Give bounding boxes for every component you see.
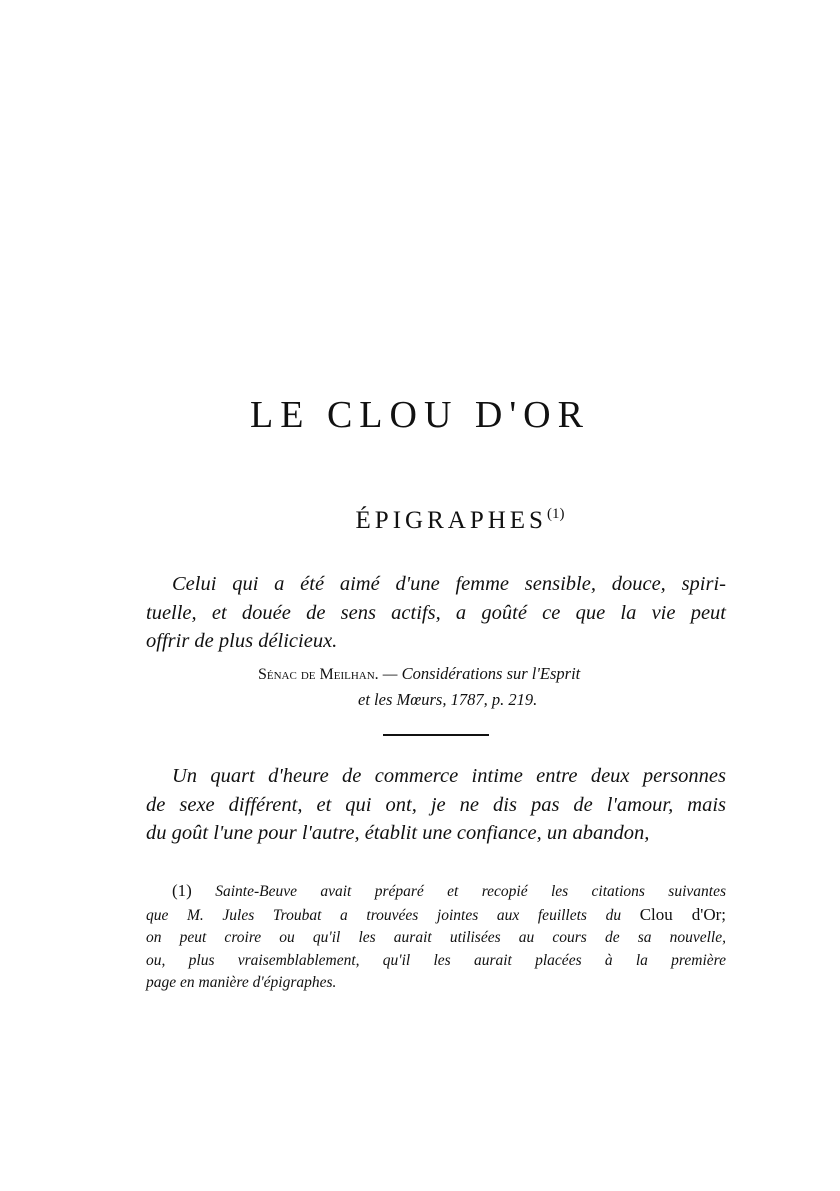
epigraph-1 [146,570,726,656]
section-heading-text: ÉPIGRAPHES [355,507,547,534]
epigraph-2-line: Un quart d'heure de commerce intime entre deux personnes [172,765,726,787]
footnote-punctuation: ; [721,904,726,924]
epigraph-2-line: de sexe différent, et qui ont, je ne dis pas de l'amour, mais [146,793,726,816]
footnote [146,880,726,995]
attribution-author: Sénac de Meilhan. [258,666,379,683]
footnote-line: page en manière d'épigraphes. [146,974,337,991]
footnote-line: on peut croire ou qu'il les aurait utilisées au cours de sa nouvelle, [146,929,726,946]
footnote-text: Sainte-Beuve avait préparé et recopié les citations suivantes [215,883,726,900]
epigraph-2-line: du goût l'une pour l'autre, établit une confiance, un abandon, [146,822,650,844]
footnote-line [146,880,726,904]
page-title: LE CLOU D'OR [250,394,590,436]
footnote-line [146,904,726,928]
epigraph-1-line: offrir de plus délicieux. [146,630,338,652]
epigraph-2 [146,762,726,848]
footnote-reference: (1) [546,506,565,522]
epigraph-1-line: tuelle, et douée de sens actifs, a goûté ce que la vie peut [146,601,726,624]
epigraph-1-attribution [258,664,580,684]
section-heading [40,506,840,535]
epigraph-1-line: Celui qui a été aimé d'une femme sensible, douce, spiri- [172,573,726,595]
footnote-work-title: Clou d'Or [639,904,722,924]
section-divider [383,734,489,736]
footnote-marker: (1) [172,881,192,900]
footnote-line: ou, plus vraisemblablement, qu'il les aurait placées à la première [146,951,726,969]
epigraph-1-attribution-continued: et les Mœurs, 1787, p. 219. [358,690,538,709]
attribution-work: — Considérations sur l'Esprit [382,664,581,683]
footnote-text: que M. Jules Troubat a trouvées jointes aux feuillets du [146,906,622,924]
